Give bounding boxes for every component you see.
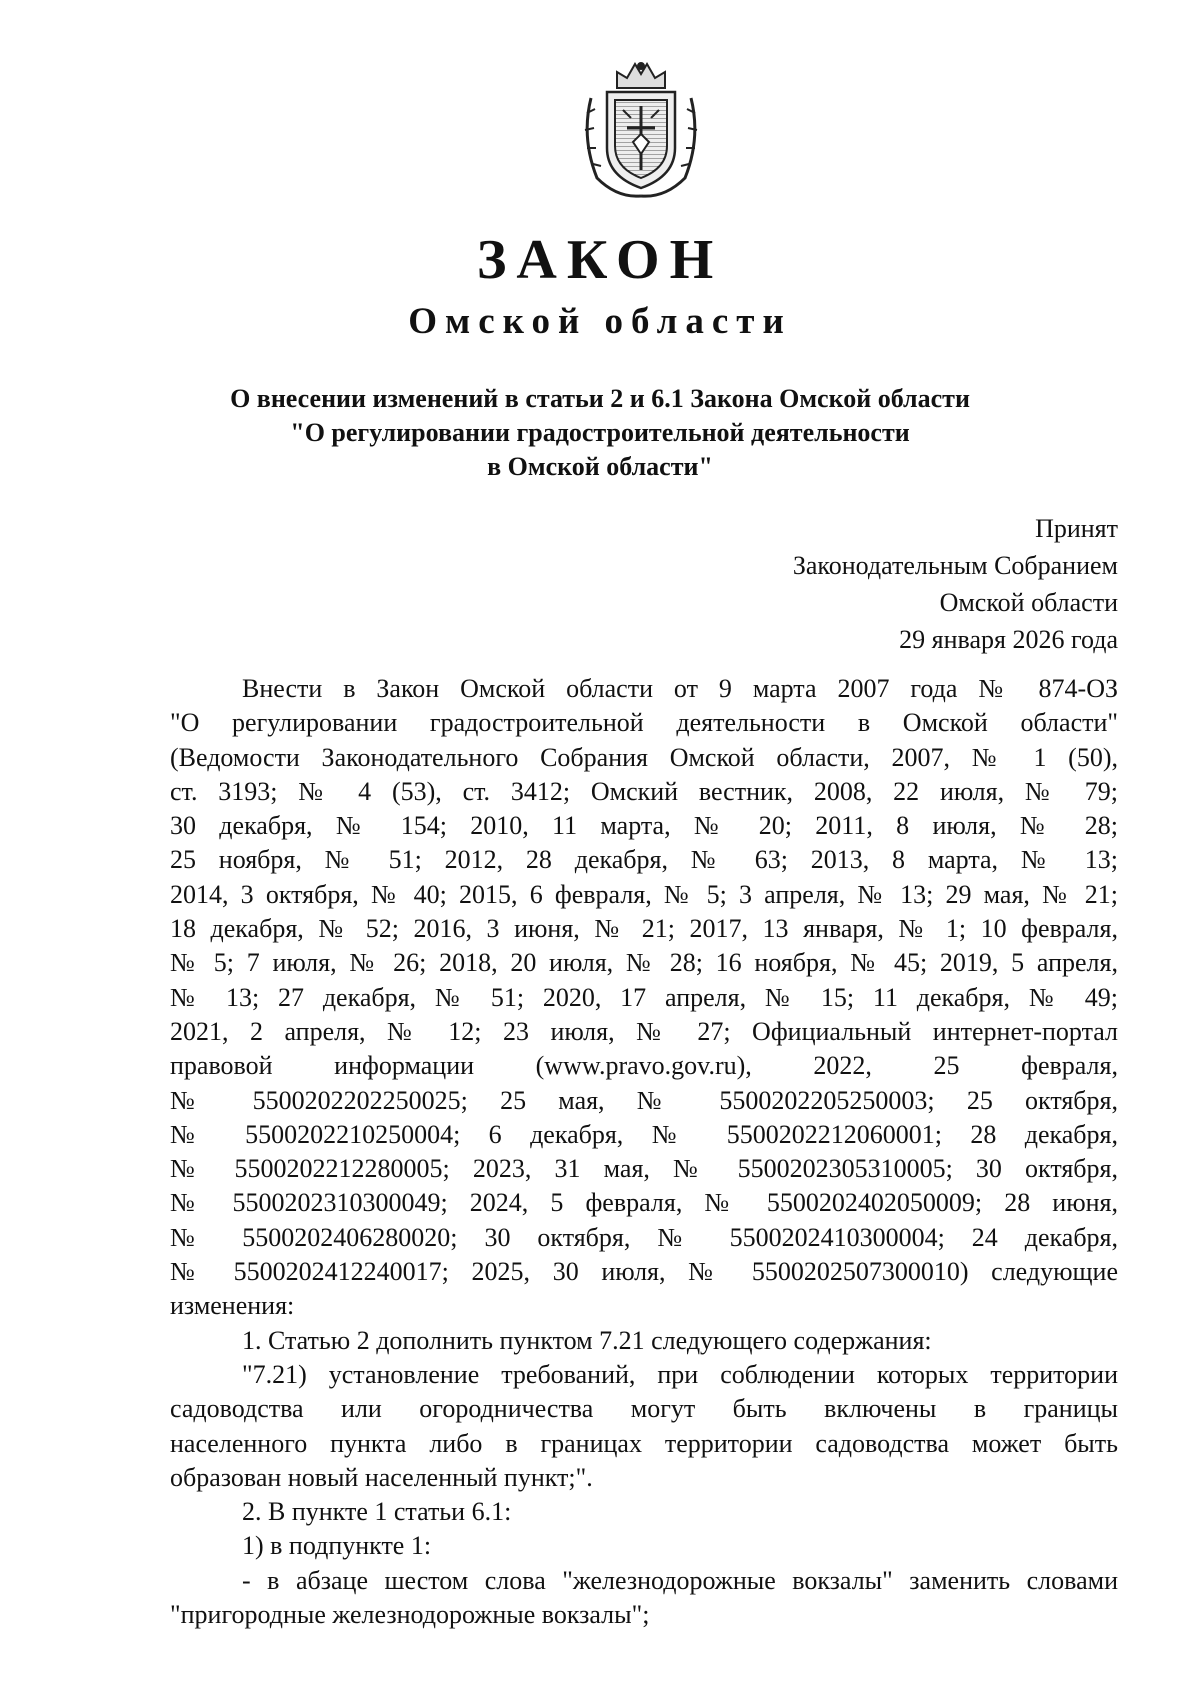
adoption-line: Принят [1035, 514, 1118, 543]
preamble-line: изменения: [170, 1291, 295, 1321]
quote-line: населенного пункта либо в границах территории садоводства может быть [170, 1428, 1118, 1458]
item-2: 2. В пункте 1 статьи 6.1: [242, 1497, 512, 1527]
quote-line: образован новый населенный пункт;". [170, 1462, 593, 1492]
adoption-line: Омской области [939, 588, 1118, 617]
law-heading [0, 382, 1200, 484]
preamble-line: № 5500202212280005; 2023, 31 мая, № 5500202305310005; 30 октября, [170, 1154, 1118, 1184]
preamble-line: 2014, 3 октября, № 40; 2015, 6 февраля, № 5; 3 апреля, № 13; 29 мая, № 21; [170, 879, 1118, 909]
adoption-block [793, 510, 1118, 658]
item-2-subitem-1-text: "пригородные железнодорожные вокзалы"; [170, 1600, 650, 1630]
law-body [170, 672, 1118, 1632]
preamble-line: № 5500202412240017; 2025, 30 июля, № 5500202507300010) следующие [170, 1257, 1118, 1287]
preamble-line: № 5500202210250004; 6 декабря, № 5500202212060001; 28 декабря, [170, 1119, 1118, 1149]
preamble-line: № 13; 27 декабря, № 51; 2020, 17 апреля, № 15; 11 декабря, № 49; [170, 982, 1118, 1012]
item-2-subitem-1: 1) в подпункте 1: [242, 1531, 432, 1561]
preamble-line: (Ведомости Законодательного Собрания Омской области, 2007, № 1 (50), [170, 742, 1118, 772]
item-1-quote [170, 1358, 1118, 1495]
item-1: 1. Статью 2 дополнить пунктом 7.21 следующего содержания: [242, 1325, 932, 1355]
preamble [170, 672, 1118, 1324]
preamble-line: ст. 3193; № 4 (53), ст. 3412; Омский вестник, 2008, 22 июля, № 79; [170, 776, 1118, 806]
preamble-line: № 5500202406280020; 30 октября, № 5500202410300004; 24 декабря, [170, 1222, 1118, 1252]
adoption-line: Законодательным Собранием [792, 551, 1118, 580]
heading-line: "О регулировании градостроительной деятельности [290, 418, 910, 447]
preamble-line: 2021, 2 апреля, № 12; 23 июля, № 27; Официальный интернет-портал [170, 1016, 1118, 1046]
heading-line: в Омской области" [487, 452, 713, 481]
preamble-line: 30 декабря, № 154; 2010, 11 марта, № 20; 2011, 8 июля, № 28; [170, 811, 1118, 841]
heading-line: О внесении изменений в статьи 2 и 6.1 Закона Омской области [230, 384, 970, 413]
preamble-line: № 5; 7 июля, № 26; 2018, 20 июля, № 28; 16 ноября, № 45; 2019, 5 апреля, [170, 948, 1118, 978]
preamble-line: Внести в Закон Омской области от 9 марта 2007 года № 874-ОЗ [242, 674, 1118, 703]
preamble-line: 18 декабря, № 52; 2016, 3 июня, № 21; 2017, 13 января, № 1; 10 февраля, [170, 914, 1118, 944]
preamble-line: "О регулировании градостроительной деятельности в Омской области" [170, 708, 1118, 738]
quote-line: садоводства или огородничества могут быть включены в границы [170, 1394, 1118, 1424]
item-2-subitem-1-text: - в абзаце шестом слова "железнодорожные вокзалы" заменить словами [242, 1565, 1118, 1595]
preamble-line: № 5500202310300049; 2024, 5 февраля, № 5500202402050009; 28 июня, [170, 1188, 1118, 1218]
quote-line: "7.21) установление требований, при соблюдении которых территории [242, 1359, 1118, 1389]
document-subtitle: Омской области [408, 301, 792, 342]
preamble-line: правовой информации (www.pravo.gov.ru), 2022, 25 февраля, [170, 1051, 1118, 1081]
document-title: ЗАКОН [476, 229, 724, 291]
adoption-date: 29 января 2026 года [899, 625, 1118, 654]
preamble-line: 25 ноября, № 51; 2012, 28 декабря, № 63; 2013, 8 марта, № 13; [170, 845, 1118, 875]
preamble-line: № 5500202202250025; 25 мая, № 5500202205250003; 25 октября, [170, 1085, 1118, 1115]
coat-of-arms-emblem [577, 58, 705, 200]
